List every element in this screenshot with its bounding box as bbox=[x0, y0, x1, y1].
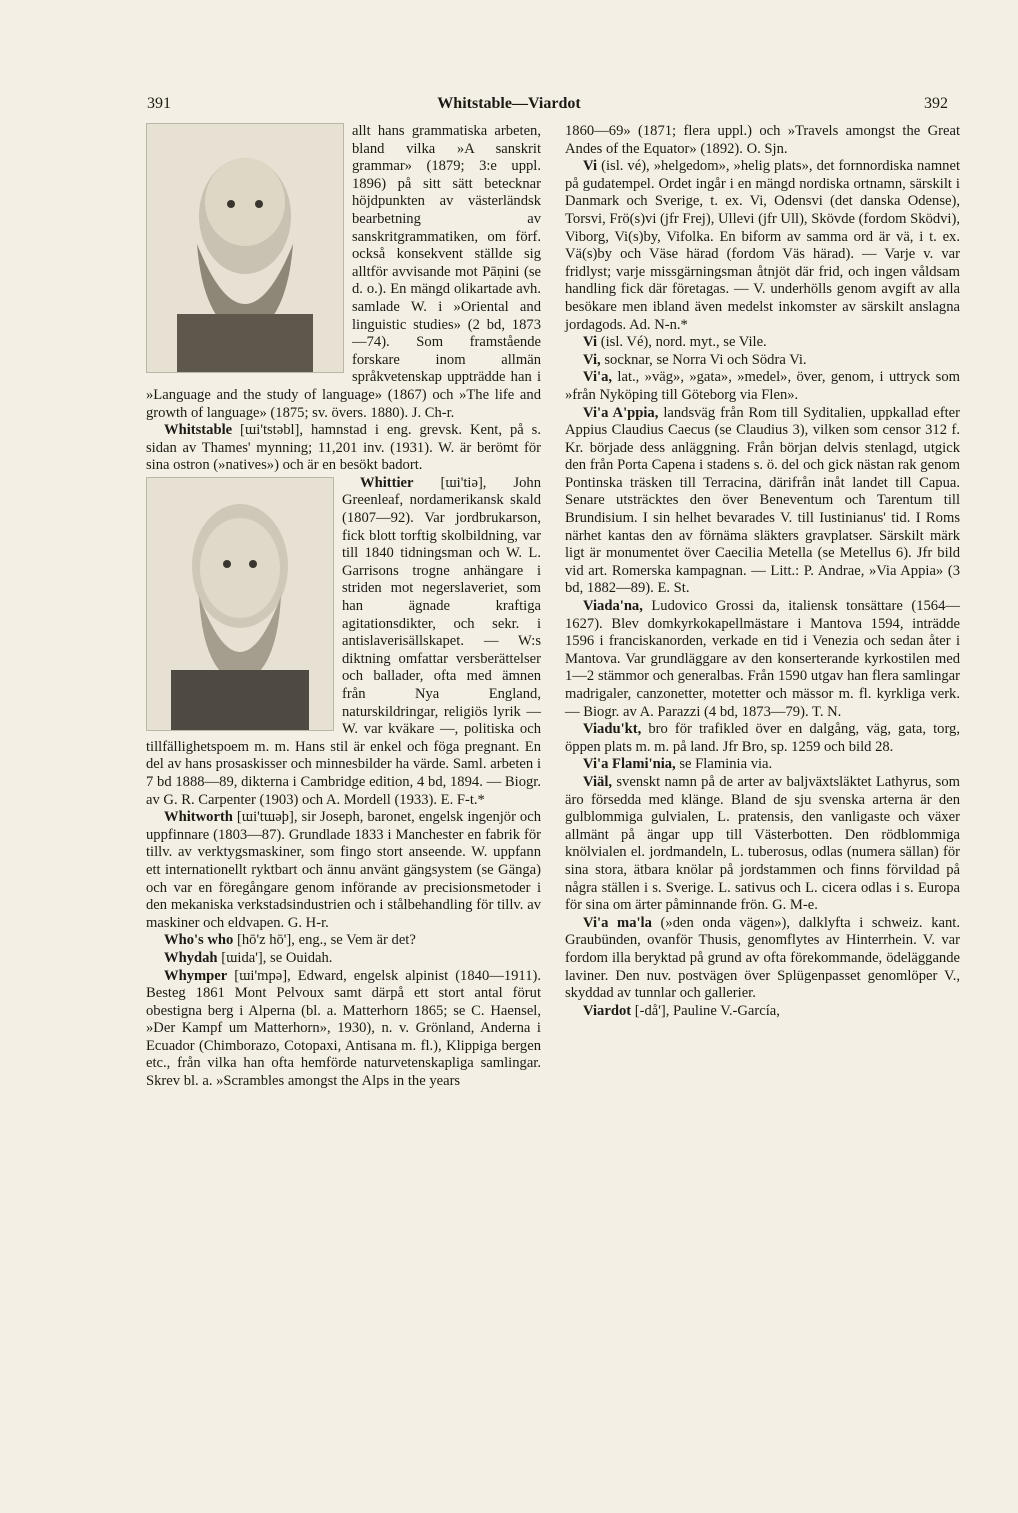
entry-vi-1: Vi (isl. vé), »helgedom», »helig plats», det fornnordiska namnet på gudatempel. Ordet ingår i en mängd nordiska ortnamn, särskilt i Danmark och Sverige, t. ex. Vi, Odensvi (det danska Odense), Torsvi, Frö(s)vi (jfr Frej), Ullevi (jfr Ull), Skövde (fordom Sködvi), Viborg, Vi(s)by, Vifolka. En biform av samma ord är vä, i t. ex. Vä(s)by och Väse härad (fordom Väs härad). — Varje v. var fridlyst; varje missgärningsman åtnjöt där frid, och ingen våldsam handling fick där företagas. — V. underhölls genom avgift av alla besökare men ibland även medelst inkomster av särskilt anslagna jordagods. Ad. N-n.* bbox=[565, 158, 960, 333]
page-number-right: 392 bbox=[924, 95, 948, 112]
entry-via-flaminia: Vi'a Flami'nia, se Flaminia via. bbox=[583, 756, 773, 773]
page-number-left: 391 bbox=[147, 95, 171, 112]
headword: Viäl, bbox=[583, 773, 613, 790]
entry-viardot: Viardot [-då'], Pauline V.-García, bbox=[583, 1002, 780, 1019]
signature: J. Ch-r. bbox=[411, 404, 455, 421]
entry-via-mala: Vi'a ma'la (»den onda vägen»), dalklyfta i schweiz. kant. Graubünden, ovanför Thusis, genomflytes av Hinterrhein. V. var fordom illa beryktad på grund av ofta förekommande, ödeläggande laviner. Den nuv. postvägen över Splügenpasset genomlöper V., skyddad av tunnlar och gallerier. bbox=[565, 914, 960, 1002]
running-head: Whitstable—Viardot bbox=[437, 95, 581, 112]
headword: Vi'a ma'la bbox=[583, 914, 652, 931]
headword: Vi, bbox=[583, 351, 601, 368]
entry-viadana: Viada'na, Ludovico Grossi da, italiensk tonsättare (1564—1627). Blev domkyrkokapellmästare i Mantova 1594, inträdde 1596 i franciskanorden, verkade en tid i Venezia och sedan åter i Mantova. Var grundläggare av den konserterande kyrkostilen med 1—2 stämmor och generalbas. Från 1590 utgav han flera samlingar madrigaler, canzonetter, motetter och mässor m. fl. kyrkliga verk. — Biogr. av A. Parazzi (4 bd, 1873—79). T. N. bbox=[565, 598, 960, 720]
signature: O. Sjn. bbox=[746, 140, 788, 157]
whitney-continuation: allt hans grammatiska arbeten, bland vilka »A sanskrit grammar» (1879; 3:e uppl. 1896) på sitt sätt betecknar höjdpunkten av västerländsk bearbetning av sanskritgrammatiken, om förf. också konsekvent ställde sig alltför avvisande mot Pāṇini (se d. o.). En mängd olikartade avh. samlade W. i »Oriental and linguistic studies» (2 bd, 1873—74). Som framstående forskare inom allmän språkvetenskap uppträdde han i »Language and the study of language» (1867) och »The life and growth of language» (1875; sv. övers. 1880). J. Ch-r. bbox=[146, 123, 541, 421]
headword: Vi'a A'ppia, bbox=[583, 404, 659, 421]
entry-whymper: Whymper [ɯi'mpə], Edward, engelsk alpinist (1840—1911). Besteg 1861 Mont Pelvoux samt därpå ett stort antal förut obestigna berg i Alperna (bl. a. Matterhorn 1865; se C. Haensel, »Der Kampf um Matterhorn», 1930), n. v. Grönland, Anderna i Ecuador (Chimborazo, Cotopaxi, Antisana m. fl.), Klippiga bergen etc., från vilka han ofta hemförde naturvetenskapliga samlingar. Skrev bl. a. »Scrambles amongst the Alps in the years bbox=[146, 967, 541, 1090]
entry-via: Vi'a, lat., »väg», »gata», »medel», över, genom, i uttryck som »från Nyköping till Göteborg via Flen». bbox=[565, 369, 960, 403]
headword: Whitstable bbox=[164, 422, 233, 439]
headword: Whitworth bbox=[164, 809, 233, 826]
entry-whitworth: Whitworth [ɯi'tɯəþ], sir Joseph, baronet, engelsk ingenjör och uppfinnare (1803—87). Grundlade 1833 i Manchester en fabrik för tillv. av verktygsmaskiner, som fingo stort anseende. W. uppfann ett internationellt ryktbart och ännu använt gängsystem (se Gänga) och var en föregångare genom införande av precisionsmetoder i den mekaniska verkstadsindustrien och i stålbehandling för tillv. av maskiner och eldvapen. G. H-r. bbox=[146, 809, 541, 931]
entry-vi-2: Vi (isl. Vé), nord. myt., se Vile. bbox=[583, 334, 767, 351]
headword: Vi'a Flami'nia, bbox=[583, 756, 676, 773]
headword: Vi'a, bbox=[583, 369, 613, 386]
portrait-whittier-image bbox=[146, 477, 334, 731]
headword: Whittier bbox=[360, 474, 414, 491]
entry-vi-3: Vi, socknar, se Norra Vi och Södra Vi. bbox=[583, 351, 807, 368]
headword: Who's who bbox=[164, 932, 234, 949]
right-column bbox=[565, 123, 960, 1020]
headword: Whydah bbox=[164, 949, 218, 966]
whymper-continuation: 1860—69» (1871; flera uppl.) och »Travels amongst the Great Andes of the Equator» (1892). O. Sjn. bbox=[565, 123, 960, 157]
signature: E. St. bbox=[657, 580, 690, 597]
headword: Vi bbox=[583, 158, 598, 175]
entry-whittier: Whittier [ɯi'tiə], John Greenleaf, nordamerikansk skald (1807—92). Var jordbrukarson, fick blott torftig skolbildning, var till 1840 tidningsman och W. L. Garrisons trogne anhängare i striden mot negerslaveriet, som han ägnade kraftiga agitationsdikter, och sekr. i antislaverisällskapet. — W:s diktning omfattar versberättelser och ballader, ofta med ämnen från Nya England, naturskildringar, religiös lyrik — W. var kväkare —, politiska och tillfällighetspoem m. m. Hans stil är enkel och föga pregnant. En del av hans prosaskisser och minnesbilder ha värde. Saml. arbeten i 7 bd 1888—89, dikterna i Cambridge edition, 4 bd, 1894. — Biogr. av G. R. Carpenter (1903) och A. Mordell (1933). E. F-t.* bbox=[146, 474, 541, 808]
signature: E. F-t.* bbox=[440, 791, 485, 808]
entry-via-appia: Vi'a A'ppia, landsväg från Rom till Syditalien, uppkallad efter Appius Claudius Caecus (se Claudius 3), vilken som censor 312 f. Kr. började dess anläggning. Från början delvis stenlagd, utgick den från Porta Capena i stadens s. ö. del och gick nästan rak genom Pontinska träsken till Terracina, därifrån inåt landet till Capua. Senare utsträcktes den över Beneventum och Tarentum till Brundisium. I sin helhet bevarades V. till Iustinianus' tid. I Roms närhet kantas den av förnäma släkters gravplatser. Särskilt märk ligt är monumentet över Caecilia Metella (se Metellus 6). Jfr bild vid art. Romerska kampagnan. — Litt.: P. Andrae, »Via Appia» (3 bd, 1882—89). E. St. bbox=[565, 404, 961, 597]
signature: G. M-e. bbox=[772, 897, 818, 914]
signature: Ad. N-n.* bbox=[629, 316, 688, 333]
signature: T. N. bbox=[812, 703, 842, 720]
entry-whos-who: Who's who [hō'z hō'], eng., se Vem är det? bbox=[164, 932, 416, 949]
entry-vial: Viäl, svenskt namn på de arter av baljväxtsläktet Lathyrus, som äro försedda med klänge. Bland de sju svenska arterna är den gulblommiga gulvialen, L. pratensis, den vanligaste och växer allmänt på ängar upp till Västerbotten. Den rödblommiga knölvialen el. jordmandeln, L. tuberosus, odlas (numera sällan) för sina stora, ätbara knölar på jordstammen och finns förvildad på några ställen i s. Sverige. L. sativus och L. cicera odlas i s. Europa för sina om ärter påminnande frön. G. M-e. bbox=[565, 773, 960, 914]
headword: Viada'na, bbox=[583, 598, 643, 615]
signature: G. H-r. bbox=[287, 914, 329, 931]
entry-whydah: Whydah [ɯida'], se Ouidah. bbox=[164, 949, 333, 966]
left-column bbox=[146, 123, 541, 1091]
headword: Viadu'kt, bbox=[583, 721, 642, 738]
entry-viadukt: Viadu'kt, bro för trafikled över en dalgång, väg, gata, torg, öppen plats m. m. på land. Jfr Bro, sp. 1259 och bild 28. bbox=[565, 721, 960, 755]
portrait-whitney-image bbox=[146, 123, 344, 373]
headword: Viardot bbox=[583, 1002, 632, 1019]
headword: Whymper bbox=[164, 967, 228, 984]
headword: Vi bbox=[583, 334, 598, 351]
entry-whitstable: Whitstable [ɯi'tstəbl], hamnstad i eng. grevsk. Kent, på s. sidan av Thames' mynning; 11,201 inv. (1931). W. är berömt för sina ostron (»natives») och är en besökt badort. bbox=[146, 422, 541, 474]
